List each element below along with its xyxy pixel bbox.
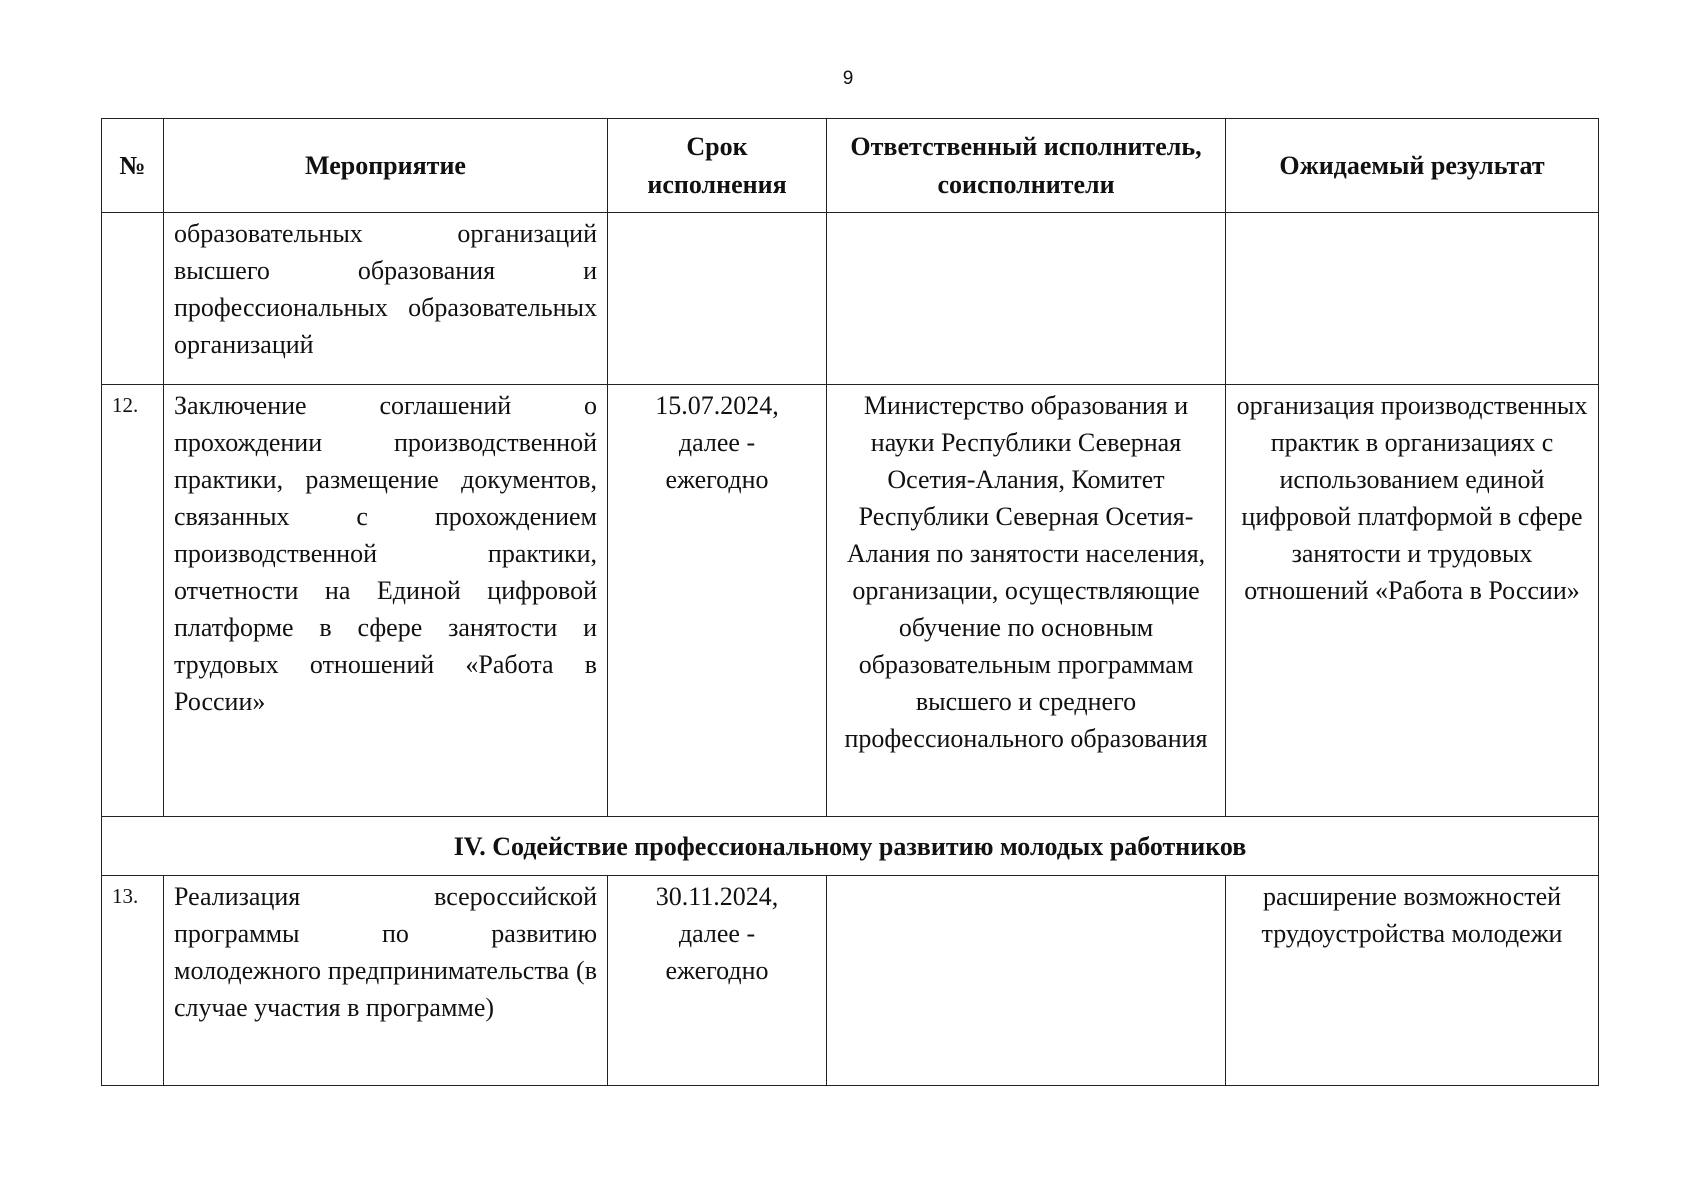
header-responsible: Ответственный исполнитель, соисполнители	[827, 119, 1226, 213]
row-result	[1226, 213, 1599, 385]
row-activity: Заключение соглашений о прохождении производственной практики, размещение документов, связанных с прохождением производственной практики, отчетности на Единой цифровой платформе в сфере занятости и трудовых отношений «Работа в России»	[164, 385, 608, 817]
row-result: расширение возможностей трудоустройства молодежи	[1226, 876, 1599, 1086]
row-responsible	[827, 213, 1226, 385]
table-row	[102, 385, 1599, 817]
row-num: 13.	[102, 876, 164, 1086]
row-deadline: 30.11.2024, далее - ежегодно	[608, 876, 827, 1086]
header-num: №	[102, 119, 164, 213]
row-num	[102, 213, 164, 385]
row-responsible: Министерство образования и науки Республики Северная Осетия-Алания, Комитет Республики Северная Осетия-Алания по занятости населения, организации, осуществляющие обучение по основным образовательным программам высшего и среднего профессионального образования	[827, 385, 1226, 817]
row-activity: Реализация всероссийской программы по развитию молодежного предпринимательства (в случае участия в программе)	[164, 876, 608, 1086]
row-result: организация производственных практик в организациях с использованием единой цифровой платформой в сфере занятости и трудовых отношений «Работа в России»	[1226, 385, 1599, 817]
table-header-row	[102, 119, 1599, 213]
row-responsible	[827, 876, 1226, 1086]
section-heading-row	[102, 817, 1599, 876]
row-deadline: 15.07.2024, далее - ежегодно	[608, 385, 827, 817]
header-deadline: Срок исполнения	[608, 119, 827, 213]
header-result: Ожидаемый результат	[1226, 119, 1599, 213]
action-plan-table	[101, 118, 1599, 1086]
row-deadline	[608, 213, 827, 385]
section-heading: IV. Содействие профессиональному развитию молодых работников	[102, 817, 1599, 876]
row-num: 12.	[102, 385, 164, 817]
row-activity: образовательных организаций высшего образования и профессиональных образовательных организаций	[164, 213, 608, 385]
table-row	[102, 213, 1599, 385]
header-activity: Мероприятие	[164, 119, 608, 213]
page-number: 9	[842, 68, 854, 89]
table-row	[102, 876, 1599, 1086]
